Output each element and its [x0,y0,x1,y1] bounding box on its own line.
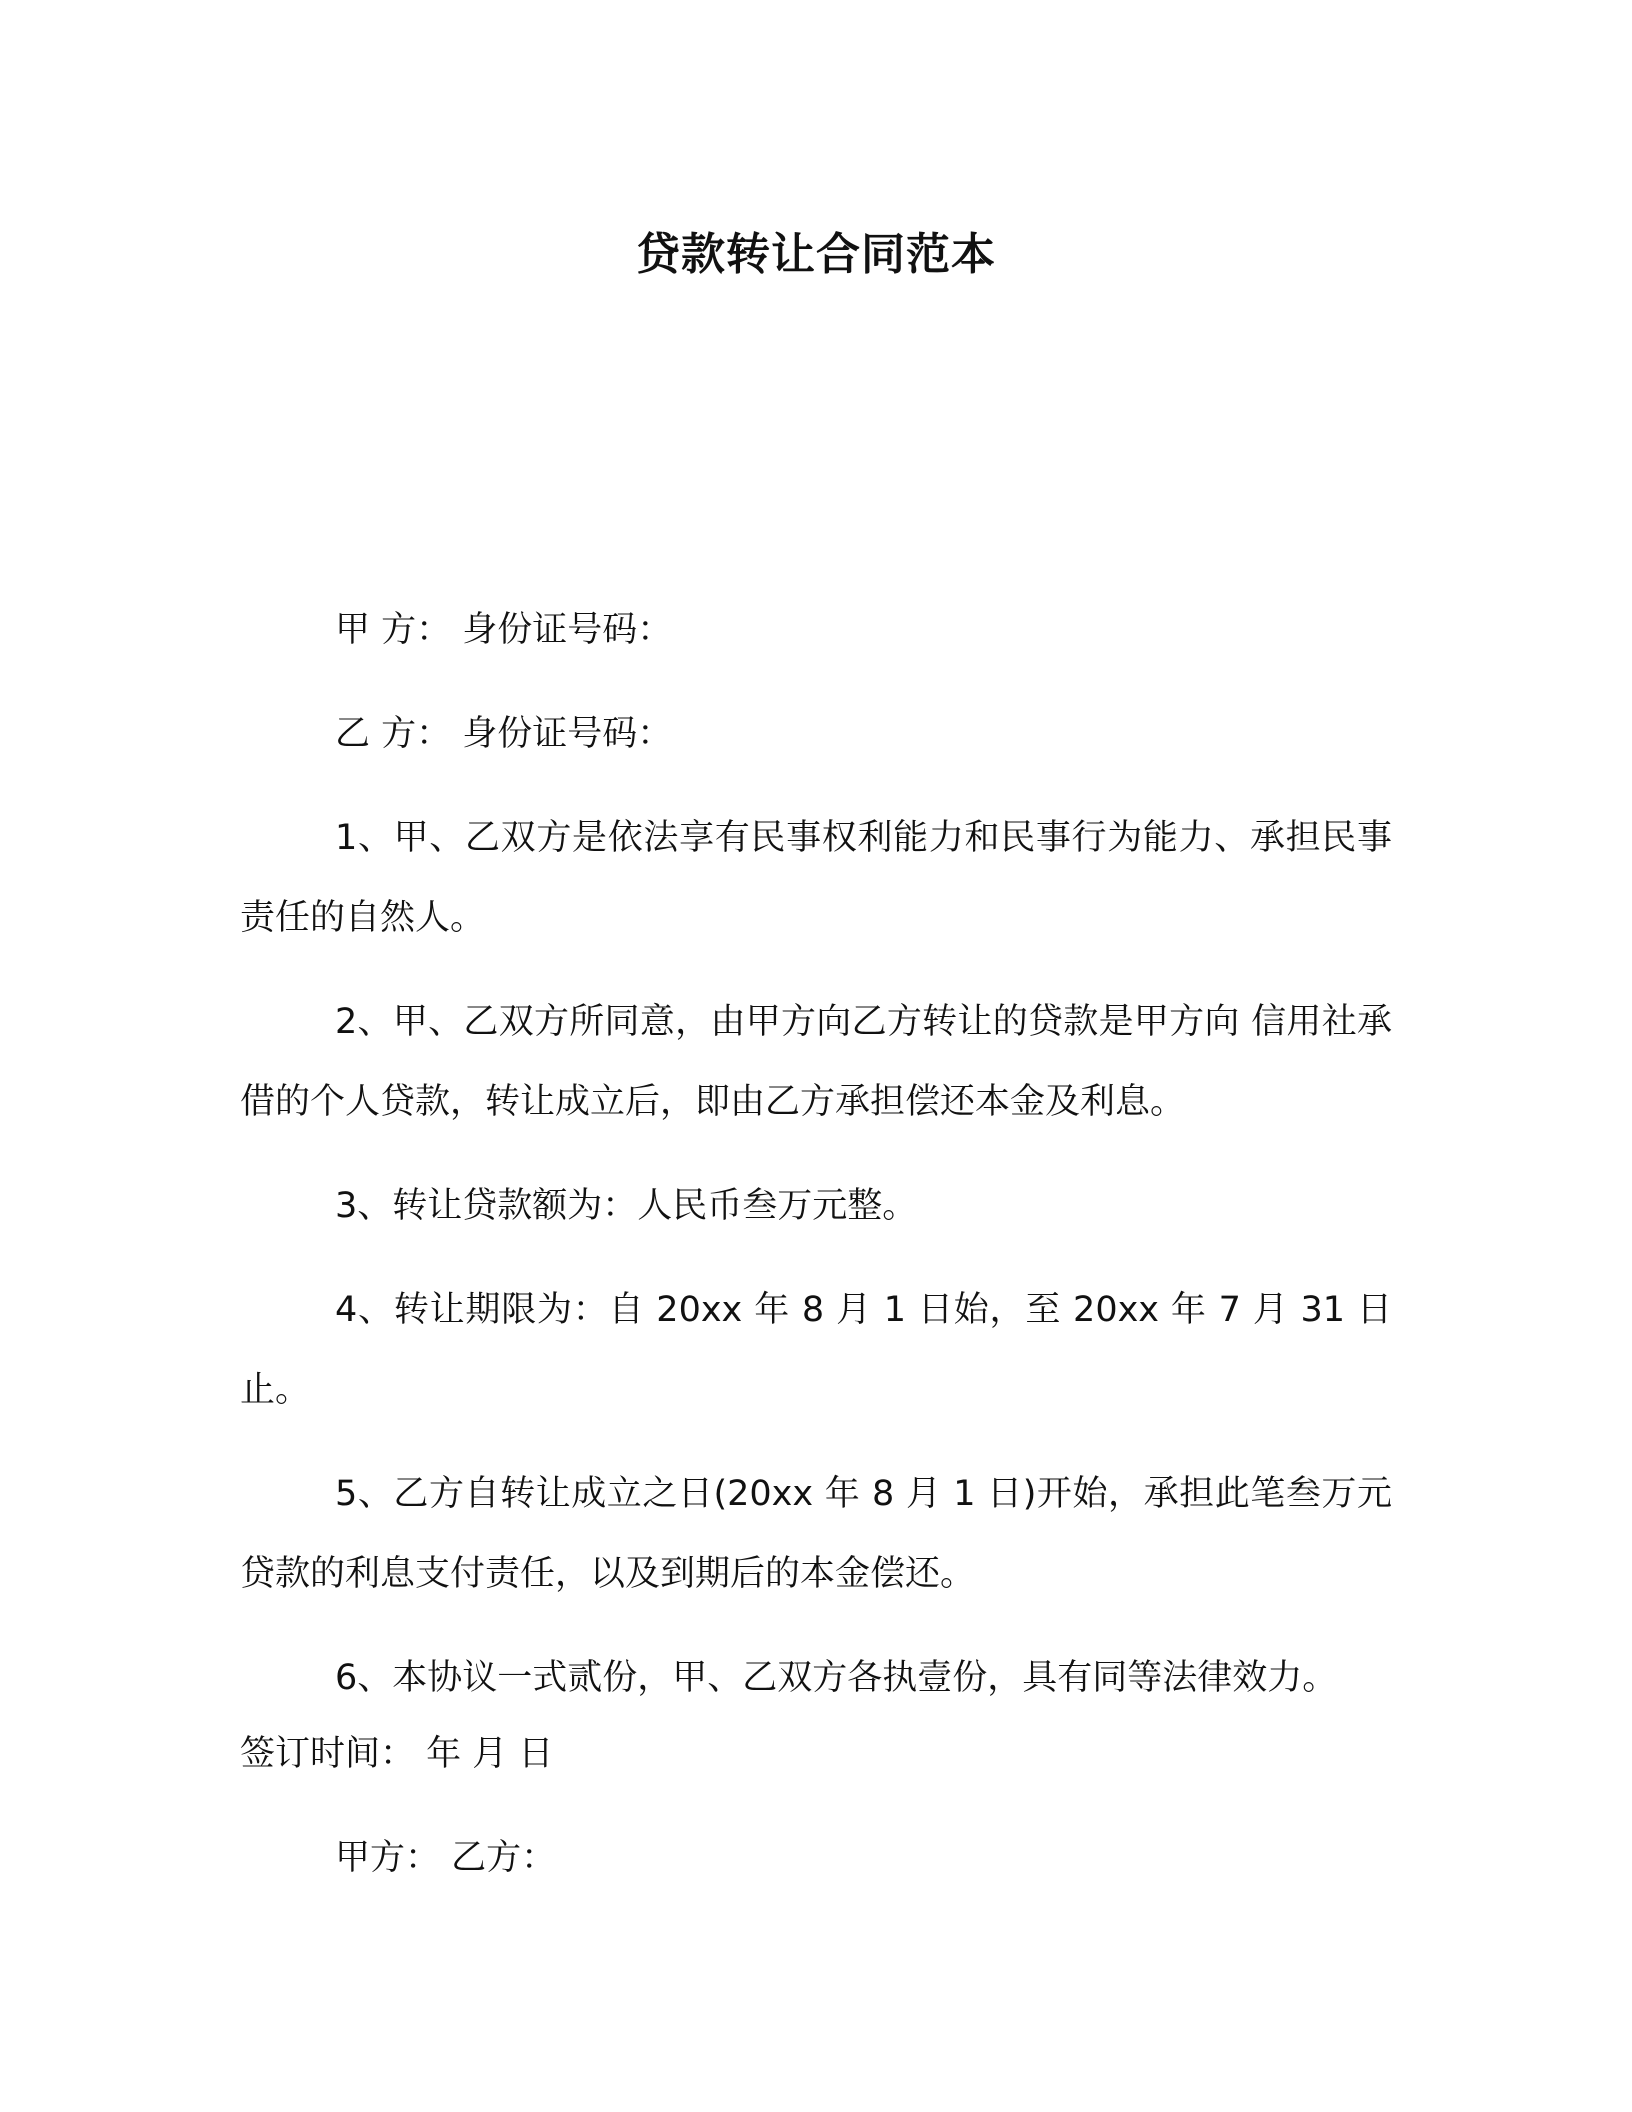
party-b-line: 乙 方： 身份证号码： [335,714,673,754]
document-body [240,590,1392,1922]
clause-5: 5、乙方自转让成立之日(20xx 年 8 月 1 日)开始，承担此笔叁万元贷款的利息支付责任，以及到期后的本金偿还。 [240,1474,1392,1594]
signing-time: 签订时间： 年 月 日 [240,1734,554,1774]
clause-2: 2、甲、乙双方所同意，由甲方向乙方转让的贷款是甲方向 信用社承借的个人贷款，转让成立后，即由乙方承担偿还本金及利息。 [240,1002,1392,1122]
clause-3: 3、转让贷款额为：人民币叁万元整。 [335,1186,918,1226]
party-a-line: 甲 方： 身份证号码： [335,610,673,650]
clause-6: 6、本协议一式贰份，甲、乙双方各执壹份，具有同等法律效力。 [335,1658,1338,1698]
clause-1: 1、甲、乙双方是依法享有民事权利能力和民事行为能力、承担民事责任的自然人。 [240,818,1392,938]
clause-4: 4、转让期限为：自 20xx 年 8 月 1 日始，至 20xx 年 7 月 31 日止。 [240,1290,1392,1410]
document-title: 贷款转让合同范本 [636,229,996,280]
signature-line: 甲方： 乙方： [335,1838,557,1878]
